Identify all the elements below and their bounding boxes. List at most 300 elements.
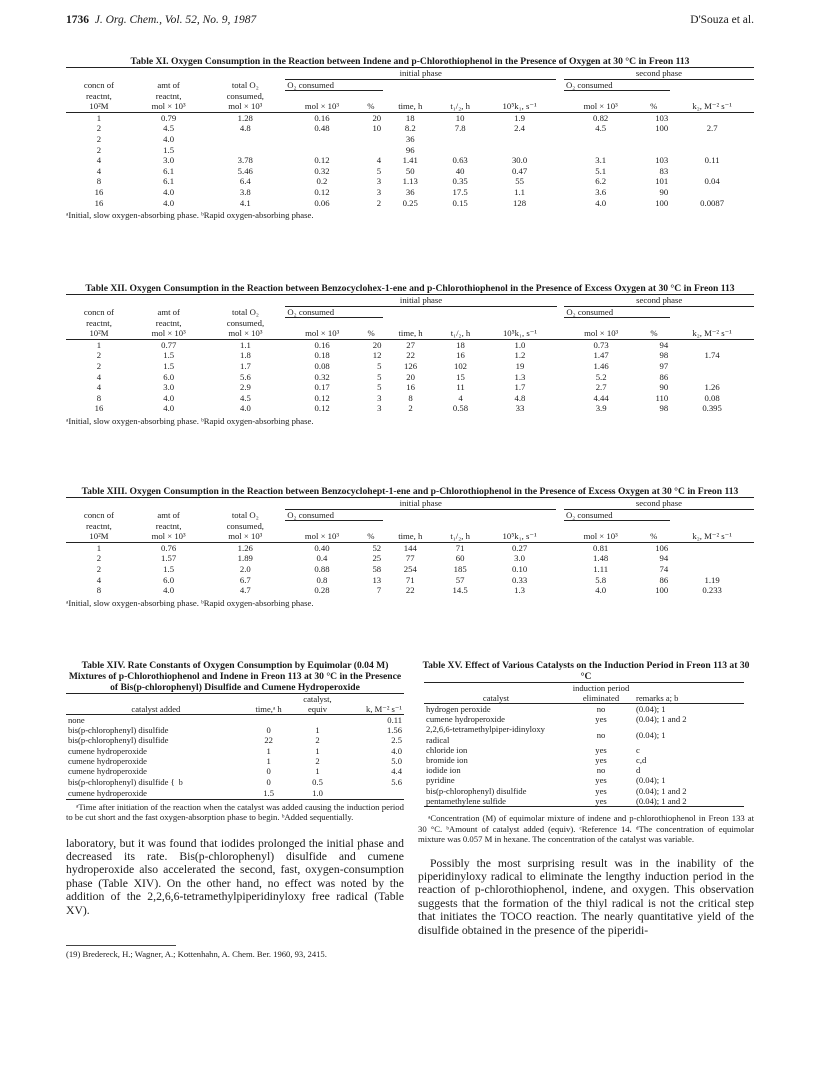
table-cell: 2.7 bbox=[595, 382, 607, 393]
col-header: reactnt, bbox=[86, 90, 112, 101]
table-cell: 90 bbox=[659, 187, 669, 198]
table-cell: 4.0 bbox=[163, 585, 175, 596]
table-cell: 60 bbox=[455, 553, 465, 564]
table-cell: 1.1 bbox=[240, 339, 251, 350]
table-cell: 1.56 bbox=[386, 725, 402, 736]
table-footnote: ᵃInitial, slow oxygen-absorbing phase. ᵇRapid oxygen-absorbing phase. bbox=[66, 597, 314, 608]
table-cell: 6.0 bbox=[163, 371, 175, 382]
spacer bbox=[556, 498, 564, 510]
table-row bbox=[66, 725, 404, 735]
table-cell: 5.46 bbox=[237, 165, 253, 176]
table-cell: 1.11 bbox=[593, 564, 609, 575]
table-cell: 1.5 bbox=[163, 144, 175, 155]
spacer bbox=[557, 339, 565, 350]
table-cell: 14.5 bbox=[452, 585, 468, 596]
table-cell: 10 bbox=[455, 112, 465, 123]
col-header: catalyst added bbox=[66, 694, 246, 715]
table-cell bbox=[670, 564, 754, 575]
table-cell: 8 bbox=[96, 176, 102, 187]
table-cell: 83 bbox=[659, 165, 669, 176]
table-cell: 0.47 bbox=[511, 165, 528, 176]
table-row bbox=[424, 765, 744, 775]
table-cell: 98 bbox=[659, 350, 669, 361]
table-cell: 0.16 bbox=[314, 112, 330, 123]
col-header: mol × 10³ bbox=[285, 101, 358, 112]
blank bbox=[483, 521, 556, 532]
table-cell: 0 bbox=[266, 725, 271, 736]
table-cell: 5.0 bbox=[391, 755, 402, 766]
table-cell bbox=[246, 715, 292, 726]
table-cell: 1.5 bbox=[246, 788, 292, 799]
table-cell bbox=[205, 134, 285, 145]
table-cell: 4.5 bbox=[240, 392, 251, 403]
spacer bbox=[556, 68, 564, 80]
table-cell: 1 bbox=[266, 745, 271, 756]
table-cell: 1.5 bbox=[163, 350, 175, 361]
table-cell: 1.2 bbox=[514, 350, 526, 361]
table-cell: 101 bbox=[655, 176, 669, 187]
table-cell: none bbox=[68, 715, 85, 725]
spacer bbox=[556, 112, 564, 123]
initial-phase-header: initial phase bbox=[285, 68, 556, 80]
table-cell: 0.48 bbox=[314, 123, 330, 134]
table-row bbox=[66, 403, 754, 414]
table-cell: 103 bbox=[655, 112, 669, 123]
table-xi bbox=[66, 56, 754, 220]
table-cell: 5 bbox=[377, 361, 382, 372]
table-cell: 2.9 bbox=[240, 382, 251, 393]
table-cell: 2 bbox=[315, 755, 320, 766]
header-row bbox=[66, 101, 754, 112]
table-cell bbox=[564, 145, 637, 156]
table-cell bbox=[285, 134, 358, 145]
table-cell: 1 bbox=[315, 745, 320, 756]
data-table bbox=[66, 67, 754, 208]
col-header: k₂, M⁻² s⁻¹ bbox=[670, 531, 754, 542]
table-cell: 1.5 bbox=[163, 361, 175, 372]
table-cell: 71 bbox=[405, 574, 415, 585]
blank bbox=[564, 91, 637, 102]
col-header: k₂, M⁻² s⁻¹ bbox=[670, 328, 754, 339]
table-cell: 20 bbox=[372, 112, 382, 123]
table-cell: 15 bbox=[456, 371, 465, 382]
col-header: mol × 10³ bbox=[205, 328, 285, 339]
col-header: total O₂ bbox=[231, 79, 259, 90]
table-cell: 100 bbox=[655, 585, 669, 596]
table-row bbox=[424, 755, 744, 765]
table-cell: 0.18 bbox=[314, 350, 330, 361]
table-cell: 102 bbox=[453, 361, 468, 372]
table-cell: d bbox=[636, 765, 641, 776]
o2-header: O₂ consumed bbox=[564, 306, 670, 318]
initial-phase-header: initial phase bbox=[285, 498, 556, 510]
table-cell: 27 bbox=[406, 339, 415, 350]
table-row bbox=[424, 714, 744, 724]
blank bbox=[638, 318, 670, 329]
table-cell: iodide ion bbox=[426, 765, 461, 776]
col-header: consumed, bbox=[226, 317, 265, 328]
table-cell: 16 bbox=[406, 382, 415, 393]
table-cell: 4.1 bbox=[239, 197, 251, 208]
table-cell: 0.32 bbox=[314, 165, 330, 176]
table-cell: 2 bbox=[96, 553, 102, 564]
table-cell: 5.8 bbox=[595, 574, 607, 585]
table-cell: 0.17 bbox=[314, 382, 330, 393]
col-header: concn of bbox=[83, 306, 115, 317]
blank bbox=[205, 498, 285, 510]
col-header: mol × 10³ bbox=[132, 101, 205, 112]
table-row bbox=[66, 553, 754, 564]
table-cell: 8 bbox=[96, 392, 102, 403]
table-cell: 40 bbox=[455, 165, 465, 176]
table-cell: 30.0 bbox=[511, 155, 528, 166]
table-cell: 2.5 bbox=[391, 735, 402, 746]
table-row bbox=[424, 775, 744, 785]
blank bbox=[670, 306, 754, 318]
col-header: % bbox=[359, 328, 384, 339]
table-cell: 6.7 bbox=[239, 574, 251, 585]
table-cell: 4 bbox=[96, 371, 102, 382]
table-cell: 128 bbox=[513, 197, 527, 208]
table-cell: 16 bbox=[94, 197, 104, 208]
table-cell: 2 bbox=[96, 123, 102, 134]
table-cell: 57 bbox=[455, 574, 465, 585]
table-cell bbox=[437, 134, 482, 145]
table-cell: 6.1 bbox=[163, 176, 175, 187]
col-header: catalyst bbox=[424, 683, 568, 704]
table-cell: hydrogen peroxide bbox=[426, 704, 491, 714]
table-cell: 11 bbox=[456, 382, 465, 393]
table-cell bbox=[483, 134, 556, 145]
header-row bbox=[66, 68, 754, 80]
table-row bbox=[66, 339, 754, 350]
table-cell: 0.32 bbox=[314, 371, 330, 382]
table-cell: 86 bbox=[659, 371, 669, 382]
data-table bbox=[424, 682, 744, 807]
table-row bbox=[66, 715, 404, 726]
table-cell: no bbox=[596, 704, 606, 714]
table-cell: 3.0 bbox=[163, 382, 175, 393]
blank bbox=[483, 318, 556, 329]
table-cell: 2 bbox=[408, 403, 413, 414]
table-cell: 0.04 bbox=[704, 176, 720, 187]
table-caption: Table XIV. Rate Constants of Oxygen Consumption by Equimolar (0.04 M) Mixtures of p-Chlorothiophenol and Indene in Freon 113 at 30 °C in the Presence of Bis(p-chlorophenyl) Disulfide and Cumene Hydroperoxide bbox=[68, 660, 402, 693]
table-cell: 20 bbox=[406, 371, 415, 382]
table-caption: Table XV. Effect of Various Catalysts on the Induction Period in Freon 113 at 30 °C bbox=[422, 660, 750, 682]
table-cell: 1.19 bbox=[704, 574, 720, 585]
table-cell: 3 bbox=[376, 187, 382, 198]
table-cell: 0.25 bbox=[402, 197, 418, 208]
table-cell: 1.9 bbox=[514, 112, 525, 123]
blank bbox=[383, 521, 437, 532]
col-header: time, h bbox=[383, 531, 437, 542]
table-caption: Table XI. Oxygen Consumption in the Reaction between Indene and p-Chlorothiophenol in the Presence of Oxygen at 30 °C in Freon 113 bbox=[130, 56, 690, 67]
table-row bbox=[66, 776, 404, 788]
blank bbox=[66, 498, 132, 510]
page-number-journal: 1736 J. Org. Chem., Vol. 52, No. 9, 1987 bbox=[66, 14, 257, 26]
table-cell: 0.81 bbox=[593, 542, 609, 553]
table-cell: 3.8 bbox=[239, 187, 251, 198]
table-cell: 22 bbox=[264, 735, 273, 746]
table-cell: 4.0 bbox=[163, 197, 175, 208]
table-cell: 17.5 bbox=[452, 187, 468, 198]
spacer bbox=[557, 372, 565, 383]
table-cell: yes bbox=[595, 755, 607, 766]
table-cell: 0.12 bbox=[314, 187, 330, 198]
o2-header: O₂ consumed bbox=[564, 79, 670, 91]
spacer bbox=[556, 509, 564, 521]
table-xii bbox=[66, 283, 754, 426]
blank bbox=[437, 521, 482, 532]
table-cell bbox=[285, 145, 358, 156]
table-cell: (0.04); 1 bbox=[636, 704, 666, 714]
table-cell: 97 bbox=[659, 361, 669, 372]
header-row bbox=[66, 79, 754, 91]
blank bbox=[132, 498, 205, 510]
footnote-rule bbox=[66, 945, 176, 946]
col-header: mol × 10³ bbox=[564, 101, 637, 112]
spacer bbox=[557, 361, 565, 372]
col-header: t₁/₂, h bbox=[437, 531, 482, 542]
table-cell: 74 bbox=[659, 564, 669, 575]
table-cell: 3.78 bbox=[237, 155, 253, 166]
table-cell bbox=[670, 553, 754, 564]
table-row bbox=[66, 788, 404, 799]
table-cell bbox=[437, 145, 482, 156]
blank bbox=[285, 521, 358, 532]
table-cell: bis(p-chlorophenyl) disulfide bbox=[68, 725, 169, 736]
blank bbox=[205, 295, 285, 307]
blank bbox=[670, 509, 754, 521]
second-phase-header: second phase bbox=[564, 295, 754, 307]
table-cell: 1.3 bbox=[514, 585, 525, 596]
col-header: 10²M bbox=[66, 531, 132, 542]
table-cell: 1 bbox=[96, 112, 102, 123]
table-cell: 1.57 bbox=[161, 553, 177, 564]
table-row bbox=[66, 134, 754, 145]
blank bbox=[557, 318, 565, 329]
blank bbox=[564, 521, 637, 532]
table-cell: 6.1 bbox=[163, 165, 175, 176]
authors: D'Souza et al. bbox=[690, 14, 754, 26]
o2-header: O₂ consumed bbox=[285, 509, 383, 521]
table-cell: 86 bbox=[659, 574, 669, 585]
data-table bbox=[66, 294, 754, 414]
col-header: consumed, bbox=[226, 520, 264, 531]
table-cell bbox=[564, 134, 637, 145]
table-cell: 126 bbox=[404, 361, 418, 372]
spacer bbox=[556, 101, 564, 112]
table-row bbox=[424, 724, 744, 744]
blank bbox=[437, 79, 482, 91]
table-row bbox=[66, 542, 754, 553]
table-cell: 33 bbox=[515, 403, 525, 414]
table-cell: 94 bbox=[659, 339, 669, 350]
blank bbox=[132, 68, 205, 80]
table-cell bbox=[292, 715, 344, 726]
col-header: amt of bbox=[157, 79, 180, 90]
blank bbox=[564, 318, 638, 329]
table-cell: 2 bbox=[315, 735, 320, 746]
col-header: % bbox=[359, 101, 383, 112]
table-cell: 0.11 bbox=[387, 715, 402, 725]
blank bbox=[438, 306, 484, 318]
table-cell: 0.58 bbox=[452, 403, 469, 414]
table-cell: cumene hydroperoxide bbox=[68, 755, 147, 766]
table-cell: cumene hydroperoxide bbox=[426, 714, 505, 725]
table-cell: 5.6 bbox=[240, 371, 251, 382]
table-cell: 1.89 bbox=[237, 553, 253, 564]
blank bbox=[132, 295, 206, 307]
header-row bbox=[66, 328, 754, 339]
table-cell: 4.5 bbox=[163, 123, 175, 134]
table-cell: 1.7 bbox=[240, 361, 251, 372]
table-cell: bromide ion bbox=[426, 755, 468, 766]
table-cell: 103 bbox=[655, 155, 669, 166]
table-cell: 110 bbox=[655, 392, 669, 403]
col-header: % bbox=[637, 101, 670, 112]
table-cell: 1.0 bbox=[514, 339, 526, 350]
table-cell: yes bbox=[595, 775, 607, 786]
page bbox=[66, 0, 754, 1068]
table-cell: (0.04); 1 and 2 bbox=[636, 714, 687, 725]
table-cell: 185 bbox=[453, 564, 467, 575]
blank bbox=[437, 91, 482, 102]
blank bbox=[383, 318, 437, 329]
col-header: 10⁵k₁, s⁻¹ bbox=[483, 531, 556, 542]
table-cell: 0.8 bbox=[316, 574, 328, 585]
table-cell: yes bbox=[595, 785, 607, 796]
col-header: 10⁵k₁, s⁻¹ bbox=[483, 101, 556, 112]
blank bbox=[556, 91, 564, 102]
table-cell: 100 bbox=[655, 123, 669, 134]
table-row bbox=[66, 123, 754, 134]
table-cell bbox=[670, 372, 754, 383]
blank bbox=[383, 91, 437, 102]
table-cell: 0.0087 bbox=[700, 197, 725, 208]
table-cell bbox=[359, 145, 383, 156]
table-cell: 3.9 bbox=[595, 403, 607, 414]
o2-header: O₂ consumed bbox=[285, 306, 383, 318]
col-header: mol × 10³ bbox=[564, 531, 637, 542]
col-header: % bbox=[359, 531, 383, 542]
table-cell: 5 bbox=[377, 382, 382, 393]
col-header: consumed, bbox=[226, 90, 264, 101]
table-cell: (0.04); 1 bbox=[636, 729, 666, 740]
table-cell: 1.7 bbox=[514, 382, 526, 393]
table-row bbox=[66, 155, 754, 166]
spacer bbox=[557, 403, 565, 414]
table-cell: 6.4 bbox=[239, 176, 251, 187]
blank bbox=[359, 318, 384, 329]
col-header: % bbox=[638, 328, 670, 339]
table-cell: 0.33 bbox=[511, 574, 528, 585]
header-row bbox=[66, 498, 754, 510]
table-cell: 4.4 bbox=[391, 766, 402, 777]
table-cell: 4.0 bbox=[240, 403, 251, 414]
table-cell: 2 bbox=[96, 564, 102, 575]
table-cell: 1.8 bbox=[240, 350, 251, 361]
table-cell: 1 bbox=[96, 542, 102, 553]
blank bbox=[205, 68, 285, 80]
table-cell bbox=[637, 134, 670, 145]
blank bbox=[359, 521, 383, 532]
table-cell: 1.13 bbox=[402, 176, 418, 187]
table-cell: 3 bbox=[377, 403, 382, 414]
col-header: t₁/₂, h bbox=[438, 328, 484, 339]
blank bbox=[383, 79, 437, 91]
table-cell: 0 bbox=[266, 777, 271, 788]
table-cell: 2,2,6,6-tetramethylpiper-idinyloxy radical bbox=[426, 724, 545, 745]
table-cell: 4.0 bbox=[163, 403, 175, 414]
col-header: mol × 10³ bbox=[132, 531, 205, 542]
header-row bbox=[66, 295, 754, 307]
table-cell bbox=[670, 166, 754, 177]
col-header: t₁/₂, h bbox=[437, 101, 482, 112]
brace-note: b bbox=[178, 778, 183, 788]
table-cell: chloride ion bbox=[426, 744, 468, 755]
spacer bbox=[556, 542, 564, 553]
spacer bbox=[557, 350, 565, 361]
table-cell: 8 bbox=[408, 392, 413, 403]
table-cell: 4.0 bbox=[595, 197, 607, 208]
table-cell: 8 bbox=[96, 585, 102, 596]
table-cell: 0.233 bbox=[702, 585, 722, 596]
table-cell: 12 bbox=[372, 350, 382, 361]
table-cell: 13 bbox=[372, 574, 382, 585]
table-row bbox=[66, 176, 754, 187]
table-cell: 0.28 bbox=[314, 585, 330, 596]
table-cell: 22 bbox=[406, 350, 415, 361]
table-cell: 1.26 bbox=[704, 382, 720, 393]
table-cell: 2 bbox=[376, 197, 382, 208]
table-cell: 16 bbox=[456, 350, 465, 361]
table-row bbox=[424, 786, 744, 796]
table-cell: 58 bbox=[372, 564, 382, 575]
table-cell: 4.0 bbox=[163, 134, 175, 145]
table-caption: Table XIII. Oxygen Consumption in the Reaction between Benzocyclohept-1-ene and p-Chlorothiophenol in the Presence of Excess Oxygen at 30 °C in Freon 113 bbox=[81, 486, 739, 497]
header-row bbox=[66, 509, 754, 521]
col-header: 10²M bbox=[66, 328, 132, 339]
blank bbox=[670, 318, 754, 329]
table-cell: 4.0 bbox=[391, 745, 402, 756]
table-cell: 4 bbox=[96, 165, 102, 176]
table-xiii bbox=[66, 486, 754, 608]
col-header: time, h bbox=[383, 328, 437, 339]
table-cell: cumene hydroperoxide bbox=[66, 788, 246, 799]
table-cell: 0.15 bbox=[452, 197, 468, 208]
spacer bbox=[556, 564, 564, 575]
table-cell: 3.0 bbox=[514, 553, 525, 564]
col-header: mol × 10³ bbox=[285, 531, 358, 542]
blank bbox=[483, 306, 556, 318]
table-cell: 4 bbox=[458, 392, 463, 403]
table-row bbox=[66, 112, 754, 123]
table-cell: 4 bbox=[96, 382, 102, 393]
table-cell: 4.8 bbox=[239, 123, 251, 134]
table-footnote: ᵃInitial, slow oxygen-absorbing phase. ᵇRapid oxygen-absorbing phase. bbox=[66, 210, 314, 221]
table-cell: 0.88 bbox=[314, 564, 330, 575]
col-header: catalyst, equiv bbox=[292, 694, 344, 715]
table-cell bbox=[670, 542, 754, 553]
table-cell: bis(p-chlorophenyl) disulfide bbox=[426, 785, 527, 796]
spacer bbox=[556, 198, 564, 209]
spacer bbox=[556, 155, 564, 166]
table-cell: 0.395 bbox=[702, 403, 722, 414]
table-row bbox=[66, 766, 404, 776]
table-cell: 0.79 bbox=[161, 112, 177, 123]
table-cell: 1.46 bbox=[593, 361, 609, 372]
